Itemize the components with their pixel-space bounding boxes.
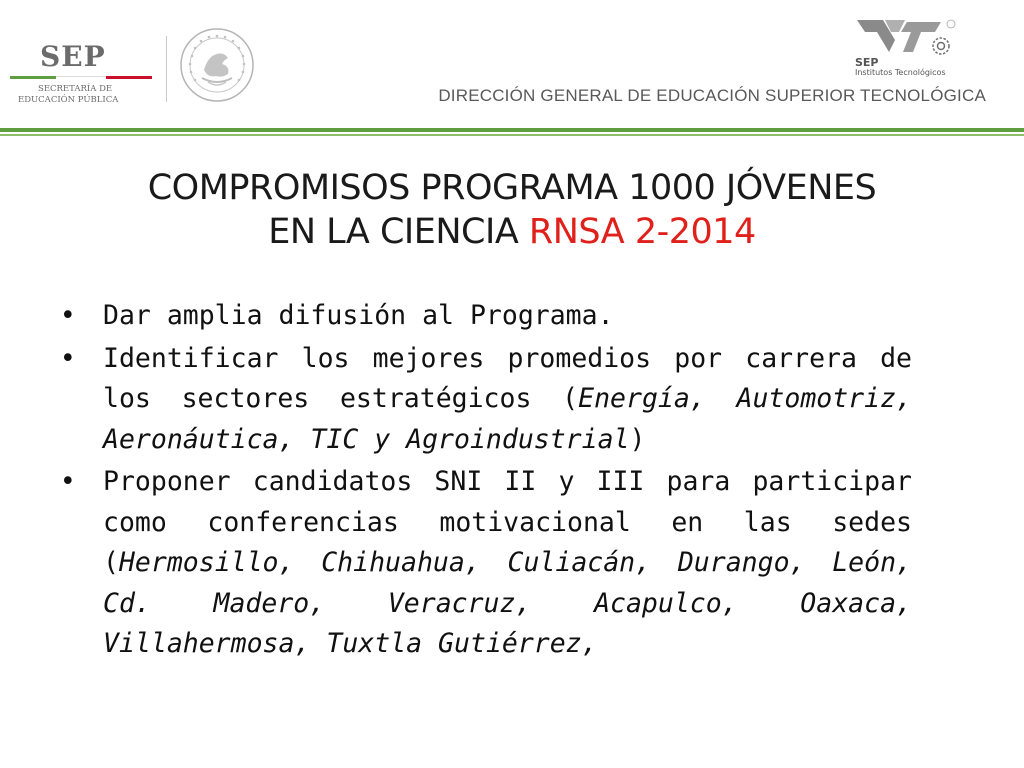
sep-subtitle-line2: EDUCACIÓN PÚBLICA <box>18 95 119 105</box>
logo-divider <box>166 36 167 102</box>
sep-bar-green <box>10 76 56 79</box>
bullet-text: Dar amplia difusión al Programa. <box>103 300 614 331</box>
it-logo-sep: SEP <box>855 56 879 69</box>
national-seal-icon <box>178 26 256 104</box>
bullet-icon: • <box>60 342 76 374</box>
bullet-text-italic: Hermosillo, Chihuahua, Culiacán, Durango, León, Cd. Madero, Veracruz, Acapulco, Oaxaca, Villahermosa, Tuxtla Gutiérrez, <box>103 547 912 659</box>
bullet-text: Identificar los mejores promedios por carrera de los sectores estratégicos ( <box>103 342 912 414</box>
sep-logo-word: SEP <box>40 40 106 73</box>
header-rule-thin <box>0 134 1024 136</box>
header-rule-thick <box>0 128 1024 132</box>
sep-bar-white <box>56 76 106 79</box>
bullet-text-end: ) <box>629 423 646 455</box>
bullet-text: Proponer candidatos SNI II y III para participar como conferencias motivacional en las sedes ( <box>103 466 912 578</box>
list-item <box>58 462 912 665</box>
title-highlight: RNSA 2-2014 <box>528 212 756 252</box>
bullet-icon: • <box>60 466 76 497</box>
it-logo-institutes: Institutos Tecnológicos <box>855 68 946 77</box>
sep-bar-red <box>106 76 152 79</box>
bullet-list <box>58 296 912 667</box>
title-line-2-prefix: EN LA CIENCIA <box>268 212 529 252</box>
bullet-text-italic: Energía, Automotriz, Aeronáutica, TIC y Agroindustrial <box>103 383 912 455</box>
dgest-heading: DIRECCIÓN GENERAL DE EDUCACIÓN SUPERIOR TECNOLÓGICA <box>438 86 986 105</box>
slide-title <box>60 166 964 254</box>
slide-header <box>0 0 1024 128</box>
it-emblem-icon <box>855 18 965 58</box>
list-item <box>58 296 912 337</box>
institutos-tecnologicos-logo <box>855 18 965 80</box>
list-item <box>58 339 912 461</box>
title-line-2 <box>60 210 964 254</box>
title-line-1: COMPROMISOS PROGRAMA 1000 JÓVENES <box>147 168 877 208</box>
bullet-icon: • <box>60 300 76 331</box>
sep-subtitle-line1: SECRETARÍA DE <box>38 84 113 94</box>
sep-logo <box>10 40 160 110</box>
